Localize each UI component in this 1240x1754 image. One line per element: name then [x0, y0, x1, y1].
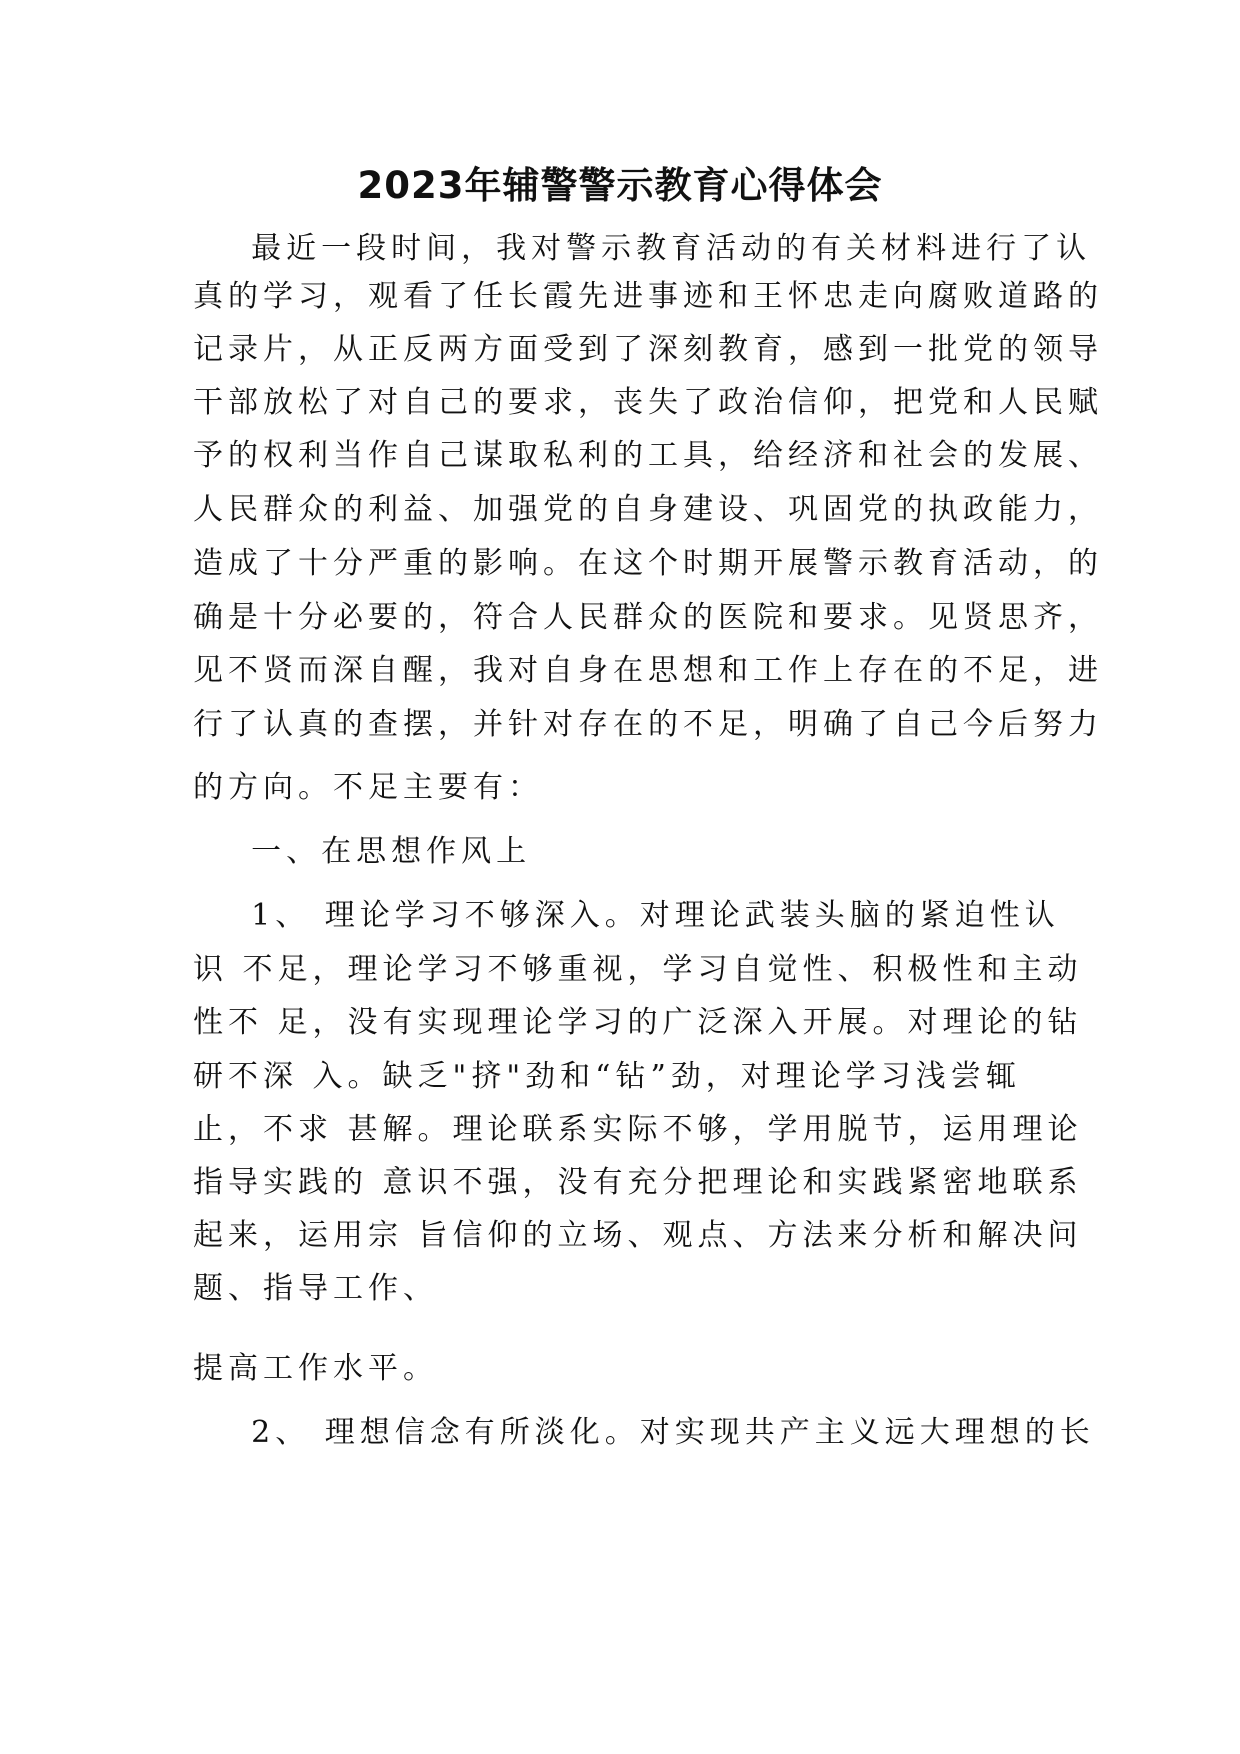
- body-line: 干部放松了对自己的要求，丧失了政治信仰，把党和人民赋: [193, 385, 1103, 420]
- document-title: 2023年辅警警示教育心得体会: [357, 164, 883, 207]
- body-line: 识 不足，理论学习不够重视，学习自觉性、积极性和主动: [193, 952, 1083, 987]
- body-line: 提高工作水平。: [193, 1351, 438, 1386]
- body-line: 研不深 入。缺乏"挤"劲和“钻”劲，对理论学习浅尝辄: [193, 1059, 1021, 1094]
- body-line: 1、 理论学习不够深入。对理论武装头脑的紧迫性认: [193, 898, 1060, 933]
- section-heading: 一、在思想作风上: [193, 834, 532, 869]
- body-line: 题、指导工作、: [193, 1271, 438, 1306]
- body-line: 最近一段时间，我对警示教育活动的有关材料进行了认: [193, 231, 1092, 266]
- body-line: 造成了十分严重的影响。在这个时期开展警示教育活动，的: [193, 546, 1103, 581]
- body-line: 的方向。不足主要有：: [193, 770, 543, 805]
- body-line: 人民群众的利益、加强党的自身建设、巩固党的执政能力，: [193, 492, 1103, 527]
- body-line: 真的学习，观看了任长霞先进事迹和王怀忠走向腐败道路的: [193, 279, 1103, 314]
- body-line: 性不 足，没有实现理论学习的广泛深入开展。对理论的钻: [193, 1005, 1083, 1040]
- body-line: 行了认真的查摆，并针对存在的不足，明确了自己今后努力: [193, 707, 1103, 742]
- body-line: 确是十分必要的，符合人民群众的医院和要求。见贤思齐，: [193, 600, 1103, 635]
- body-line: 指导实践的 意识不强，没有充分把理论和实践紧密地联系: [193, 1165, 1083, 1200]
- body-line: 起来，运用宗 旨信仰的立场、观点、方法来分析和解决问: [193, 1218, 1083, 1253]
- body-line: 2、 理想信念有所淡化。对实现共产主义远大理想的长: [193, 1415, 1095, 1450]
- body-line: 记录片，从正反两方面受到了深刻教育，感到一批党的领导: [193, 332, 1103, 367]
- body-line: 见不贤而深自醒，我对自身在思想和工作上存在的不足，进: [193, 653, 1103, 688]
- body-line: 予的权利当作自己谋取私利的工具，给经济和社会的发展、: [193, 438, 1103, 473]
- body-line: 止，不求 甚解。理论联系实际不够，学用脱节，运用理论: [193, 1112, 1083, 1147]
